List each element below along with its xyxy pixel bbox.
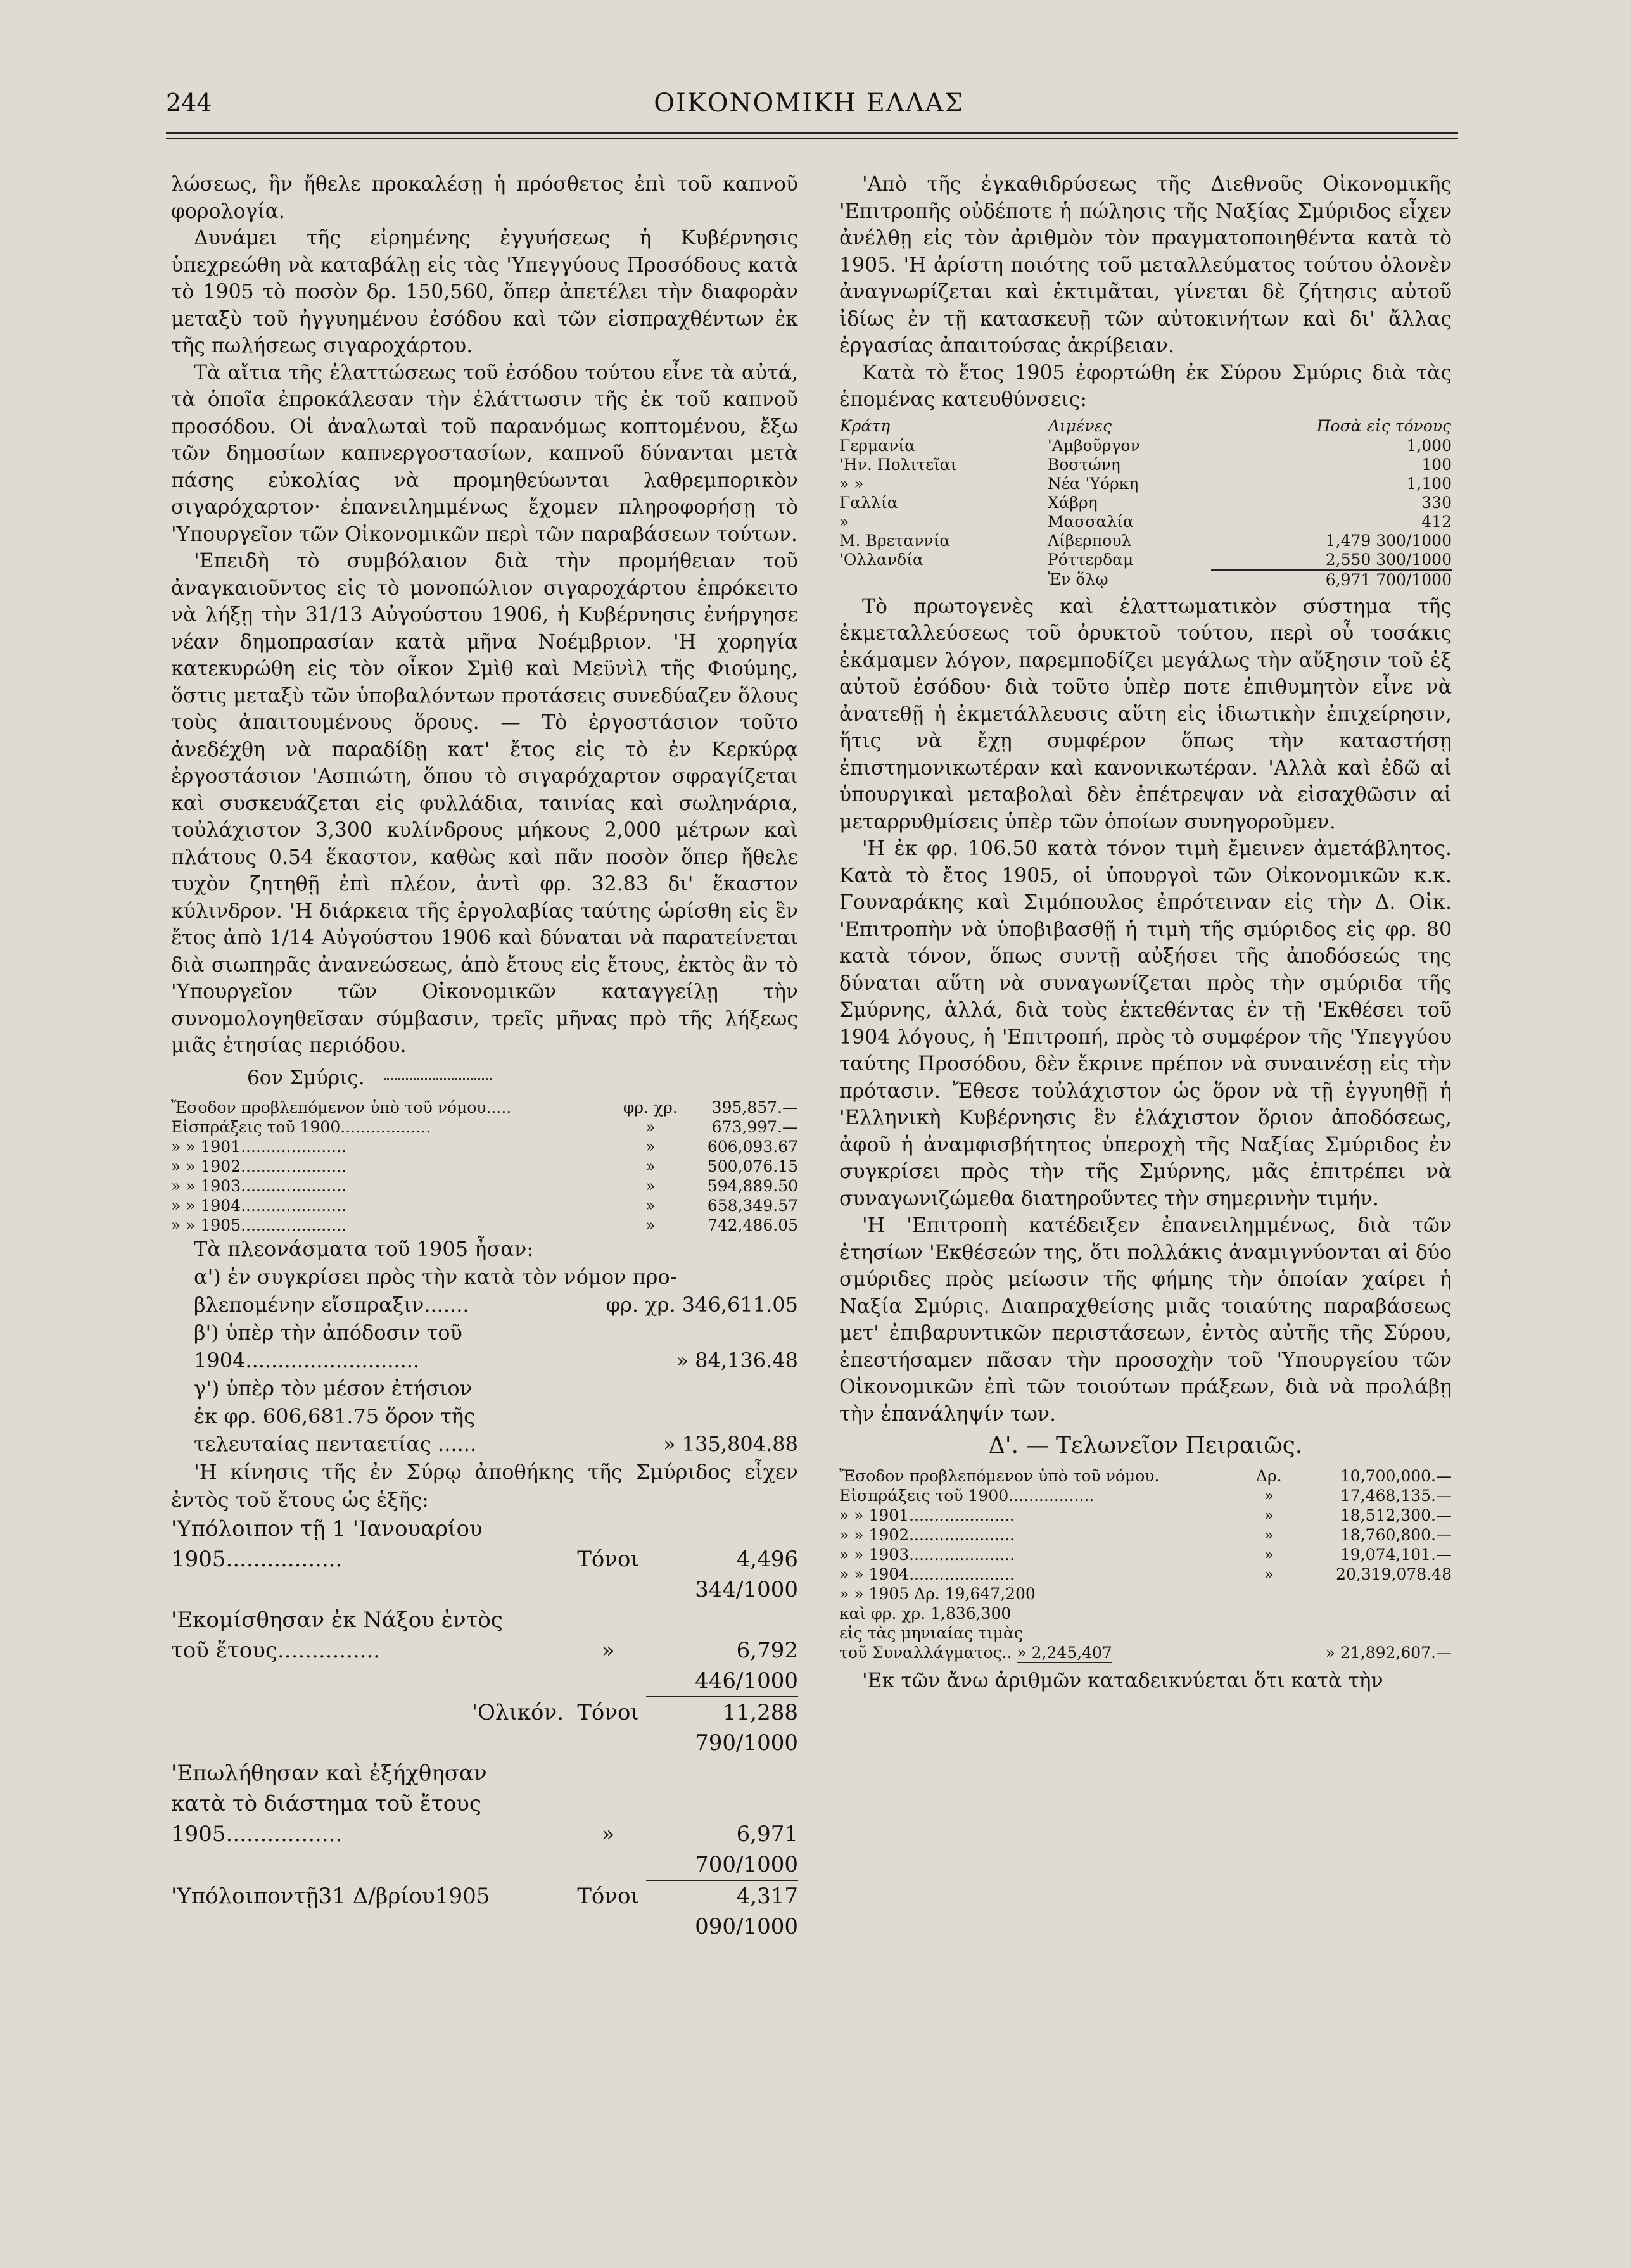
stock-row — [171, 1605, 798, 1635]
surplus-line: α') ἐν συγκρίσει πρὸς τὴν κατὰ τὸν νόμον προ- — [194, 1265, 677, 1289]
row-currency: » — [645, 1177, 656, 1195]
stock-unit: » — [601, 1821, 615, 1847]
table-row — [839, 1564, 1452, 1584]
row-currency: » — [645, 1216, 656, 1234]
row-label: » » 1904..................... — [171, 1196, 346, 1215]
paragraph: Τὸ πρωτογενὲς καὶ ἐλαττωματικὸν σύστημα τῆς ἐκμεταλλεύσεως τοῦ ὀρυκτοῦ τούτου, περὶ οὗ τοσάκις ἐκάμαμεν λόγον, παρεμποδίζει μεγάλως τὴν αὔξησιν τοῦ ἐξ αὐτοῦ ἐσόδου· διὰ τοῦτο ὑπὲρ ποτε ἐπιθυμητὸν εἶνε νὰ ἀνατεθῇ ἡ ἐκμετάλλευσις αὕτη εἰς ἰδιωτικὴν ἐπιχείρησιν, ἥτις νὰ ἔχῃ συμφέρον ὅπως τὴν καταστήσῃ ἐπιστημονικωτέραν καὶ κανονικωτέραν. 'Αλλὰ καὶ ἐδῶ αἱ ὑπουργικαὶ μεταβολαὶ δὲν ἐπέτρεψαν νὰ εἰσαχθῶσιν αἱ μεταρρυθμίσεις ὑπὲρ τῶν ὁποίων συνηγοροῦμεν. — [839, 595, 1452, 833]
surplus-line — [194, 1430, 798, 1458]
stock-label: 'Επωλήθησαν καὶ ἐξήχθησαν — [171, 1761, 487, 1786]
table-row — [839, 531, 1452, 550]
row-label — [839, 1643, 1247, 1663]
paragraph: 'Η ἐκ φρ. 106.50 κατὰ τόνον τιμὴ ἔμεινεν ἀμετάβλητος. Κατὰ τὸ ἔτος 1905, οἱ ὑπουργοὶ τῶν Οἰκονομικῶν κ.κ. Γουναράκης καὶ Σιμόπουλος ἐπρότειναν εἰς τὴν Δ. Οἰκ. 'Επιτροπὴν νὰ ὑποβιβασθῇ ἡ τιμὴ τῆς σμύριδος εἰς φρ. 80 κατὰ τόνον, ὅπως συντῇ αὐξήσει τῆς ἀποδόσεώς της δύναται αὕτη νὰ συναγωνίζεται πρὸς τὴν σμύριδα τῆς Σμύρνης, ἀλλά, διὰ τοὺς ἐκτεθέντας ἐν τῇ 'Εκθέσει τοῦ 1904 λόγους, ἡ 'Επιτροπή, πρὸς τὸ συμφέρον τῆς 'Υπεγγύου ταύτης Προσόδου, δὲν ἔκρινε πρέπον νὰ συναινέσῃ εἰς τὴν πρότασιν. Ἔθεσε τοὐλάχιστον ὡς ὅρον νὰ τῇ ἐγγυηθῇ ἡ 'Ελληνικὴ Κυβέρνησις ἓν ἐλάχιστον ὅριον ἀποδόσεως, ἀφοῦ ἡ ἀναμφισβήτητος ὑπεροχὴ τῆς Ναξίας Σμύριδος ἐν συγκρίσει πρὸς τὴν τῆς Σμύρνης, μᾶς ἐπιτρέπει νὰ συναγωνιζώμεθα διατηροῦντες τὴν σημερινὴν τιμήν. — [839, 837, 1452, 1210]
cell-state: 'Ολλανδία — [839, 550, 923, 569]
paragraph: 'Απὸ τῆς ἐγκαθιδρύσεως τῆς Διεθνοῦς Οἰκονομικῆς 'Επιτροπῆς οὐδέποτε ἡ πώλησις τῆς Ναξίας Σμύριδος εἶχεν ἀνέλθῃ εἰς τὸν ἀριθμὸν τὸν πραγματοποιηθέντα κατὰ τὸ 1905. 'Η ἀρίστη ποιότης τοῦ μεταλλεύματος τούτου ὁλονὲν ἀναγνωρίζεται καὶ ἐκτιμᾶται, γίνεται δὲ ζήτησις αὐτοῦ ἰδίως ἐν τῇ κατασκευῇ τῶν αὐτοκινήτων καὶ δι' ἄλλας ἐργασίας ἀπαιτούσας ἀκρίβειαν. — [839, 173, 1452, 357]
row-amount: 500,076.15 — [707, 1157, 798, 1175]
column-header: Λιμένες — [1048, 416, 1112, 435]
stock-row — [171, 1544, 798, 1605]
table-row — [839, 436, 1452, 455]
row-amount: 17,468,135.— — [1340, 1486, 1452, 1505]
surplus-amount: » 84,136.48 — [676, 1348, 798, 1372]
table-row — [839, 1525, 1452, 1545]
paragraph: λώσεως, ἣν ἤθελε προκαλέσῃ ἡ πρόσθετος ἐπὶ τοῦ καπνοῦ φορολογία. — [171, 173, 798, 223]
cell-state: » » — [839, 474, 864, 493]
row-label: » » 1901..................... — [171, 1137, 346, 1156]
row-label: » » 1903..................... — [839, 1545, 1015, 1564]
page-header — [166, 89, 1452, 127]
row-currency: » — [645, 1118, 656, 1136]
stock-label: κατὰ τὸ διάστημα τοῦ ἔτους — [171, 1791, 481, 1816]
stock-unit: Τόνοι — [577, 1700, 639, 1725]
table-row — [839, 1643, 1452, 1663]
table-row — [839, 455, 1452, 474]
stock-unit: Τόνοι — [577, 1547, 639, 1572]
stock-label: 'Ολικόν. — [471, 1700, 564, 1725]
row-currency: » — [1264, 1486, 1274, 1505]
emery-shipments-table — [839, 416, 1452, 590]
paragraph: Δυνάμει τῆς εἰρημένης ἐγγυήσεως ἡ Κυβέρνησις ὑπεχρεώθη νὰ καταβάλῃ εἰς τὰς 'Υπεγγύους Προσόδους κατὰ τὸ 1905 τὸ ποσὸν δρ. 150,560, ὅπερ ἀπετέλει τὴν διαφορὰν μεταξὺ τοῦ ἠγγυημένου ἐσόδου καὶ τῶν εἰσπραχθέντων ἐκ τῆς πωλήσεως σιγαροχάρτου. — [171, 227, 798, 357]
table-row — [171, 1215, 798, 1235]
row-currency: » — [1264, 1505, 1274, 1524]
cell-qty: 1,000 — [1406, 436, 1452, 455]
stock-row — [171, 1819, 798, 1881]
stock-movement — [171, 1514, 798, 1942]
cell-state: Μ. Βρεταννία — [839, 531, 951, 550]
row-amount: 594,889.50 — [707, 1177, 798, 1195]
smyris-revenue-table — [171, 1098, 798, 1235]
table-row — [171, 1117, 798, 1137]
stock-amount: 11,288 790/1000 — [695, 1700, 798, 1756]
table-row — [839, 512, 1452, 531]
surplus-c — [171, 1374, 798, 1458]
table-row — [839, 1505, 1452, 1525]
row-label: » » 1902..................... — [839, 1525, 1015, 1544]
cell-port: Βοστώνη — [1047, 455, 1120, 474]
stock-amount: 6,792 446/1000 — [646, 1635, 798, 1697]
table-row — [171, 1137, 798, 1156]
stock-label: 1905................. — [171, 1821, 343, 1847]
table-row — [839, 493, 1452, 512]
surplus-line: β') ὑπὲρ τὴν ἀπόδοσιν τοῦ — [194, 1321, 462, 1345]
surplus-label: 1904........................... — [194, 1348, 420, 1372]
table-total-row — [839, 570, 1452, 590]
stock-label: τοῦ ἔτους............... — [171, 1638, 381, 1663]
surplus-line — [194, 1346, 798, 1374]
row-currency: » — [1264, 1545, 1274, 1564]
surplus-amount: φρ. χρ. 346,611.05 — [606, 1293, 798, 1317]
surplus-amount: » 135,804.88 — [663, 1432, 798, 1456]
row-label: » » 1904..................... — [839, 1564, 1015, 1583]
paragraph: 'Επειδὴ τὸ συμβόλαιον διὰ τὴν προμήθειαν τοῦ ἀναγκαιοῦντος εἰς τὸ μονοπώλιον σιγαροχάρτου ἐπρόκειτο νὰ λήξῃ τὴν 31/13 Αὐγούστου 1906, ἡ Κυβέρνησις ἐνήργησε νέαν δημοπρασίαν κατὰ μῆνα Νοέμβριον. 'Η χορηγία κατεκυρώθη εἰς τὸν οἶκον Σμὶθ καὶ Μεϋνὶλ τῆς Φιούμης, ὅστις μεταξὺ τῶν ὑποβαλόντων προτάσεις συνεδύαζεν ὅλους τοὺς ἀπαιτουμένους ὅρους. — Τὸ ἐργοστάσιον τοῦτο ἀνεδέχθη νὰ παραδίδῃ κατ' ἔτος εἰς τὸ ἐν Κερκύρᾳ ἐργοστάσιον 'Ασπιώτη, ὅπου τὸ σιγαρόχαρτον σφραγίζεται καὶ συσκευάζεται εἰς φυλλάδια, ταινίας καὶ σωληνάρια, τοὐλάχιστον 3,300 κυλίνδρους μήκους 2,000 μέτρων καὶ πλάτους 0.54 ἕκαστον, καθὼς καὶ πᾶν ποσὸν ὅπερ ἤθελε τυχὸν ζητηθῇ ἐπὶ πλέον, ἀντὶ φρ. 32.83 δι' ἕκαστον κύλινδρον. 'Η διάρκεια τῆς ἐργολαβίας ταύτης ὡρίσθη εἰς ἓν ἔτος ἀπὸ 1/14 Αὐγούστου 1906 καὶ δύναται νὰ παρατείνεται διὰ σιωπηρᾶς ἀνανεώσεως, ἀπὸ ἔτους εἰς ἔτους, ἐκτὸς ἂν τὸ 'Υπουργεῖον τῶν Οἰκονομικῶν καταγγείλῃ τὴν συνομολογηθεῖσαν σύμβασιν, τρεῖς μῆνας πρὸ τῆς λήξεως μιᾶς ἐτησίας περιόδου. — [171, 550, 798, 1057]
row-amount: 18,760,800.— — [1340, 1525, 1452, 1544]
header-rule-thin — [166, 138, 1458, 139]
table-row — [839, 1584, 1452, 1604]
row-label: εἰς τὰς μηνιαίας τιμὰς — [839, 1623, 1023, 1642]
stock-unit: » — [601, 1638, 615, 1663]
stock-label: 'Εκομίσθησαν ἐκ Νάξου ἐντὸς — [171, 1607, 503, 1633]
table-row — [171, 1196, 798, 1215]
surplus-label: βλεπομένην εἴσπραξιν....... — [194, 1293, 469, 1317]
row-amount: 658,349.57 — [707, 1196, 798, 1215]
stock-row — [171, 1758, 798, 1789]
table-row — [171, 1176, 798, 1196]
stock-amount: 4,496 344/1000 — [695, 1547, 798, 1602]
surplus-block — [171, 1235, 798, 1514]
table-header-row — [839, 416, 1452, 436]
row-currency: φρ. χρ. — [623, 1098, 678, 1117]
cell-empty — [1247, 1643, 1291, 1663]
table-row — [171, 1098, 798, 1117]
left-column — [171, 171, 798, 1942]
row-label: » » 1905 Δρ. 19,647,200 — [839, 1584, 1036, 1603]
row-subamount: » 2,245,407 — [1017, 1643, 1112, 1662]
row-amount: 18,512,300.— — [1340, 1505, 1452, 1524]
cell-qty: 1,479 300/1000 — [1325, 531, 1452, 550]
right-column — [839, 171, 1452, 1694]
surplus-a — [171, 1263, 798, 1319]
paragraph: 'Η κίνησις τῆς ἐν Σύρῳ ἀποθήκης τῆς Σμύριδος εἶχεν ἐντὸς τοῦ ἔτους ὡς ἑξῆς: — [171, 1460, 798, 1512]
table-row — [171, 1156, 798, 1176]
cell-port: Ρόττερδαμ — [1047, 550, 1134, 569]
cell-port: Λίβερπουλ — [1047, 531, 1132, 550]
stock-label: 1905................. — [171, 1547, 343, 1572]
surplus-line — [194, 1291, 798, 1319]
cell-state: Γερμανία — [839, 436, 916, 455]
row-amount: 606,093.67 — [707, 1137, 798, 1156]
cell-port: Νέα 'Υόρκη — [1047, 474, 1139, 493]
row-currency: » — [1264, 1525, 1274, 1544]
total-label: Ἐν ὅλῳ — [1047, 570, 1108, 588]
row-amount: 19,074,101.— — [1340, 1545, 1452, 1564]
cell-qty: 1,100 — [1406, 474, 1452, 493]
row-currency: » — [645, 1196, 656, 1215]
cell-port: 'Αμβοῦργον — [1047, 436, 1140, 455]
stock-label: 'Υπόλοιποντῇ31 Δ/βρίου1905 — [171, 1884, 490, 1909]
stock-unit: Τόνοι — [577, 1884, 639, 1909]
row-label: » » 1905..................... — [171, 1216, 346, 1234]
surplus-label: τελευταίας πενταετίας ...... — [194, 1432, 477, 1456]
row-label: Ἔσοδον προβλεπόμενον ὑπὸ τοῦ νόμου. — [839, 1466, 1160, 1485]
stock-row — [171, 1789, 798, 1819]
total-qty: 6,971 700/1000 — [1325, 570, 1452, 589]
cell-qty: 330 — [1421, 493, 1452, 512]
row-currency: » — [645, 1137, 656, 1156]
stock-row — [171, 1635, 798, 1697]
stock-label: 'Υπόλοιπον τῇ 1 'Ιανουαρίου — [171, 1516, 483, 1542]
paragraph: 'Η 'Επιτροπὴ κατέδειξεν ἐπανειλημμένως, διὰ τῶν ἐτησίων 'Εκθέσεών της, ὅτι πολλάκις ἀναμιγνύονται αἱ δύο σμύριδες πρὸς μείωσιν τῆς φήμης τὴν ὁποίαν χαίρει ἡ Ναξία Σμύρις. Διαπραχθείσης μιᾶς τοιαύτης παραβάσεως μετ' ἐπιβαρυντικῶν περιστάσεων, ἐντὸς αὐτῆς τῆς Σύρου, ἐπεστήσαμεν πᾶσαν τὴν προσοχὴν τοῦ 'Υπουργείου τῶν Οἰκονομικῶν ἐπὶ τῶν τοιούτων πράξεων, διὰ νὰ προλάβῃ τὴν ἐπανάληψίν των. — [839, 1214, 1452, 1426]
surplus-line: ἐκ φρ. 606,681.75 ὅρον τῆς — [194, 1404, 476, 1428]
row-currency: » — [645, 1157, 656, 1175]
row-amount: 742,486.05 — [707, 1216, 798, 1234]
decorative-wavy-rule — [384, 1078, 492, 1080]
stock-amount: 6,971 700/1000 — [646, 1819, 798, 1881]
cell-qty: 100 — [1421, 455, 1452, 474]
row-amount: 673,997.— — [711, 1118, 798, 1136]
stock-row — [171, 1697, 798, 1758]
table-row — [839, 1604, 1452, 1623]
table-row — [839, 1545, 1452, 1564]
paragraph: 'Εκ τῶν ἄνω ἀριθμῶν καταδεικνύεται ὅτι κατὰ τὴν — [862, 1669, 1383, 1692]
row-label: Ἔσοδον προβλεπόμενον ὑπὸ τοῦ νόμου..... — [171, 1098, 512, 1117]
row-label-text: τοῦ Συναλλάγματος.. — [839, 1643, 1012, 1662]
row-label: » » 1903..................... — [171, 1177, 346, 1195]
table-row — [839, 474, 1452, 493]
header-rule — [166, 132, 1458, 134]
cell-state: Γαλλία — [839, 493, 898, 512]
customs-revenue-table — [839, 1466, 1452, 1663]
running-title: ΟΙΚΟΝΟΜΙΚΗ ΕΛΛΑΣ — [654, 89, 964, 118]
cell-qty: 412 — [1421, 512, 1452, 531]
paragraph: Τὰ αἴτια τῆς ἐλαττώσεως τοῦ ἐσόδου τούτου εἶνε τὰ αὐτά, τὰ ὁποῖα ἐπροκάλεσαν τὴν ἐλάττωσιν τῆς ἐκ τοῦ καπνοῦ προσόδου. Οἱ ἀναλωταὶ τοῦ παρανόμως κοπτομένου, ἔξω τῶν δημοσίων καπνεργοστασίων, καπνοῦ δύνανται μετὰ πάσης εὐκολίας νὰ προμηθεύωνται λαθρεμπορικὸν σιγαρόχαρτον· ἐπανειλημμένως ἔχομεν πληροφορήσῃ τὸ 'Υπουργεῖον τῶν Οἰκονομικῶν περὶ τῶν παραβάσεων τούτων. — [171, 361, 798, 546]
section-heading-text: 6ον Σμύρις. — [247, 1066, 365, 1089]
row-amount: 20,319,078.48 — [1336, 1564, 1452, 1583]
surplus-b — [171, 1319, 798, 1374]
row-amount: 395,857.— — [711, 1098, 798, 1117]
cell-state: » — [839, 512, 849, 531]
stock-row — [171, 1881, 798, 1942]
column-header: Ποσὰ εἰς τόνους — [1316, 416, 1451, 435]
cell-state: 'Ην. Πολιτεῖαι — [839, 455, 957, 474]
surplus-intro: Τὰ πλεονάσματα τοῦ 1905 ἦσαν: — [194, 1237, 534, 1261]
cell-port: Μασσαλία — [1047, 512, 1134, 531]
row-label: καὶ φρ. χρ. 1,836,300 — [839, 1604, 1012, 1623]
table-row — [839, 550, 1452, 570]
stock-amount: 4,317 090/1000 — [695, 1884, 798, 1939]
surplus-line: γ') ὑπὲρ τὸν μέσον ἐτήσιον — [194, 1376, 473, 1400]
cell-qty: 2,550 300/1000 — [1211, 550, 1452, 570]
section-heading — [171, 1065, 798, 1092]
row-label: » » 1902..................... — [171, 1157, 346, 1175]
row-label: Εἰσπράξεις τοῦ 1900................. — [839, 1486, 1095, 1505]
cell-port: Χάβρη — [1047, 493, 1098, 512]
row-amount: 10,700,000.— — [1340, 1466, 1452, 1485]
cell-empty — [839, 570, 1048, 590]
stock-row — [171, 1514, 798, 1544]
table-row — [839, 1486, 1452, 1505]
paragraph: Κατὰ τὸ ἔτος 1905 ἐφορτώθη ἐκ Σύρου Σμύρις διὰ τὰς ἑπομένας κατευθύνσεις: — [839, 361, 1452, 411]
row-currency: » — [1264, 1564, 1274, 1583]
table-row — [839, 1623, 1452, 1643]
row-currency: Δρ. — [1255, 1466, 1282, 1485]
table-row — [839, 1466, 1452, 1486]
row-amount: » 21,892,607.— — [1325, 1643, 1452, 1662]
row-label: » » 1901..................... — [839, 1505, 1015, 1524]
row-label: Εἰσπράξεις τοῦ 1900.................. — [171, 1118, 431, 1136]
page-number: 244 — [166, 89, 212, 117]
column-header: Κράτη — [840, 416, 891, 435]
section-heading: Δ'. — Τελωνεῖον Πειραιῶς. — [988, 1433, 1303, 1459]
